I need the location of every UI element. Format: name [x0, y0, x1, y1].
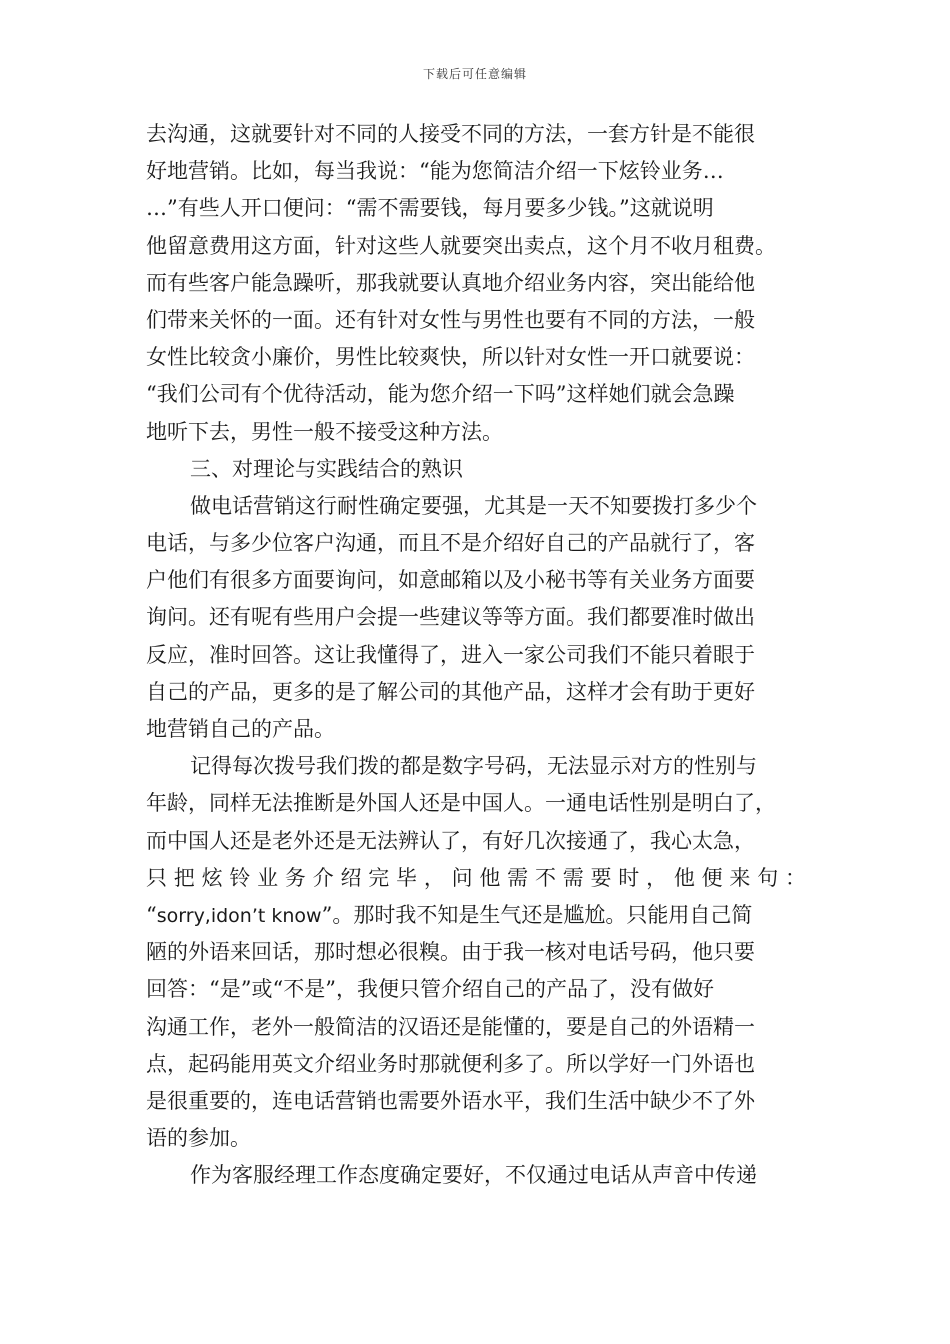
text-line: 记得每次拨号我们拨的都是数字号码，无法显示对方的性别与	[190, 754, 757, 779]
text-line: 而有些客户能急躁听，那我就要认真地介绍业务内容，突出能给他	[146, 270, 755, 295]
quote-close-text: ”。那时我不知是生气还是尴尬。只能用自己简	[321, 902, 753, 927]
page-header-note: 下载后可任意编辑	[422, 67, 527, 81]
text-line: 好地营销。比如，每当我说：“能为您简洁介绍一下炫铃业务…	[146, 159, 724, 184]
english-quote: sorry,idon’t know	[156, 904, 322, 927]
text-line: 们带来关怀的一面。还有针对女性与男性也要有不同的方法，一般	[146, 307, 755, 332]
text-line: 地听下去，男性一般不接受这种方法。	[146, 419, 503, 444]
text-line: 他留意费用这方面，针对这些人就要突出卖点，这个月不收月租费。	[146, 233, 776, 258]
text-line: 反应，准时回答。这让我懂得了，进入一家公司我们不能只着眼于	[146, 642, 755, 667]
text-line: 而中国人还是老外还是无法辨认了，有好几次接通了，我心太急，	[146, 828, 755, 853]
text-line: 作为客服经理工作态度确定要好，不仅通过电话从声音中传递	[190, 1163, 757, 1188]
text-line: 做电话营销这行耐性确定要强，尤其是一天不知要拨打多少个	[190, 493, 757, 518]
text-line: 去沟通，这就要针对不同的人接受不同的方法，一套方针是不能很	[146, 122, 755, 146]
text-line: …”有些人开口便问：“需不需要钱，每月要多少钱。”这就说明	[146, 196, 714, 221]
text-line: 是很重要的，连电话营销也需要外语水平，我们生活中缺少不了外	[146, 1088, 755, 1113]
text-line: 年龄，同样无法推断是外国人还是中国人。一通电话性别是明白了，	[146, 791, 776, 816]
text-line: 女性比较贪小廉价，男性比较爽快，所以针对女性一开口就要说：	[146, 345, 755, 370]
text-line: 只把炫铃业务介绍完毕，问他需不需要时，他便来句：	[146, 865, 806, 890]
text-line: 点，起码能用英文介绍业务时那就便利多了。所以学好一门外语也	[146, 1051, 755, 1076]
text-line: 回答：“是”或“不是”，我便只管介绍自己的产品了，没有做好	[146, 977, 714, 1002]
text-line-mixed	[146, 897, 806, 934]
text-line: 自己的产品，更多的是了解公司的其他产品，这样才会有助于更好	[146, 679, 755, 704]
text-line: 询问。还有呢有些用户会提一些建议等等方面。我们都要准时做出	[146, 605, 755, 630]
text-line: 电话，与多少位客户沟通，而且不是介绍好自己的产品就行了，客	[146, 531, 755, 556]
quote-open: “	[146, 902, 157, 927]
text-line: 语的参加。	[146, 1126, 251, 1151]
text-line: 户他们有很多方面要询问，如意邮箱以及小秘书等有关业务方面要	[146, 568, 755, 593]
section-heading: 三、对理论与实践结合的熟识	[190, 456, 463, 481]
text-line: “我们公司有个优待活动，能为您介绍一下吗”这样她们就会急躁	[146, 382, 735, 407]
text-line: 地营销自己的产品。	[146, 717, 335, 741]
text-line: 陋的外语来回话，那时想必很糗。由于我一核对电话号码，他只要	[146, 940, 755, 965]
document-body	[146, 116, 806, 1194]
text-line: 沟通工作，老外一般简洁的汉语还是能懂的，要是自己的外语精一	[146, 1014, 755, 1039]
